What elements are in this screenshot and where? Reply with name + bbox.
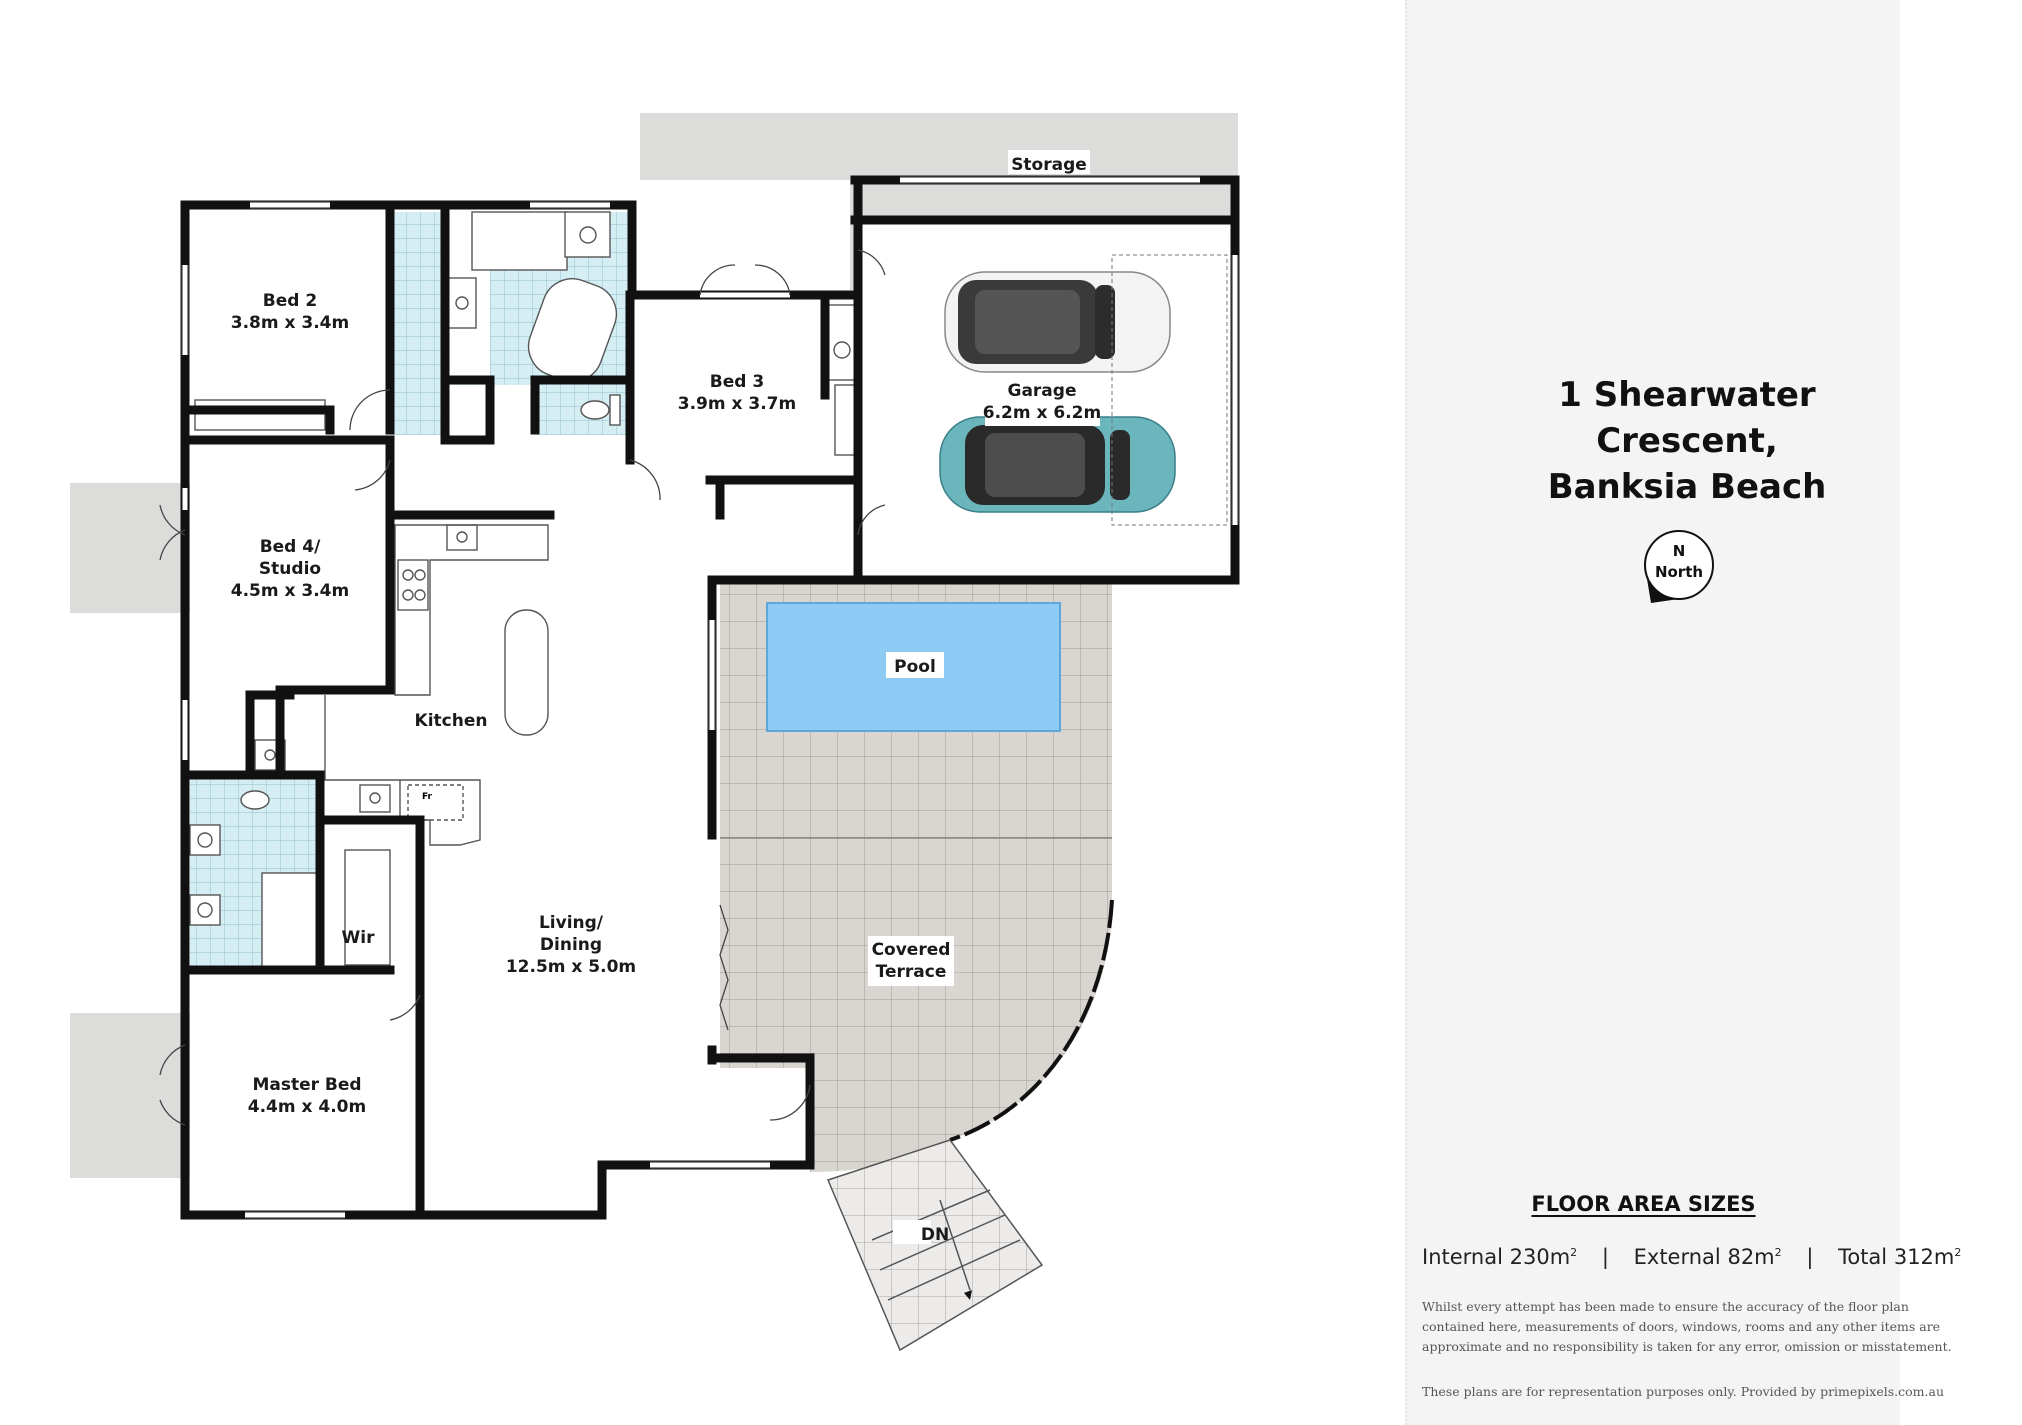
address-line2: Banksia Beach [1547, 467, 1827, 507]
total-label: Total [1838, 1245, 1888, 1269]
bed4-name-line2: Studio [258, 559, 322, 579]
disclaimer-line3: approximate and no responsibility is taken for any error, omission or misstatement. [1422, 1339, 1952, 1354]
disclaimer-line1: Whilst every attempt has been made to ensure the accuracy of the floor plan [1422, 1299, 1909, 1314]
master-bed-size: 4.4m x 4.0m [247, 1097, 367, 1117]
fridge-label: Fr [421, 792, 433, 802]
floor-area-summary: Internal $230m^2$ | External $82m^2$ | Total $312m^2$ [1422, 1245, 1962, 1269]
garage-name: Garage [1007, 381, 1077, 401]
master-bed-name: Master Bed [252, 1075, 362, 1095]
internal-value: 230m [1509, 1245, 1571, 1269]
stairs-down-label: DN [920, 1225, 950, 1245]
terrace-name-line1: Covered [871, 940, 951, 960]
info-panel [1405, 0, 1962, 1425]
pool-label: Pool [894, 657, 936, 677]
disclaimer-line4: These plans are for representation purposes only. Provided by primepixels.com.au [1422, 1384, 1944, 1399]
bed3-name: Bed 3 [709, 372, 765, 392]
living-name-line2: Dining [539, 935, 603, 955]
side-patio-upper [70, 483, 190, 613]
bed2-size: 3.8m x 3.4m [230, 313, 350, 333]
side-patio-lower [70, 1013, 190, 1178]
compass-label: North [1654, 563, 1704, 581]
kitchen-label: Kitchen [414, 711, 488, 731]
internal-label: Internal [1422, 1245, 1503, 1269]
bed2-name: Bed 2 [262, 291, 318, 311]
address-line1: 1 Shearwater Crescent, [1558, 375, 1816, 461]
terrace-name-line2: Terrace [875, 962, 947, 982]
north-compass-icon [1639, 525, 1719, 605]
property-address [1467, 372, 1907, 510]
bed4-size: 4.5m x 3.4m [230, 581, 350, 601]
wir-label: Wir [341, 928, 375, 948]
bed4-name-line1: Bed 4/ [259, 537, 321, 557]
compass-letter: N [1672, 542, 1686, 560]
living-size: 12.5m x 5.0m [505, 957, 637, 977]
garage-size: 6.2m x 6.2m [982, 403, 1102, 423]
car-white [945, 272, 1170, 372]
car-teal [940, 417, 1175, 512]
external-label: External [1633, 1245, 1721, 1269]
storage-label: Storage [1011, 155, 1087, 175]
disclaimer-line2: contained here, measurements of doors, windows, rooms and any other items are [1422, 1319, 1941, 1334]
total-value: 312m [1893, 1245, 1955, 1269]
external-value: 82m [1727, 1245, 1775, 1269]
floor-area-title: FLOOR AREA SIZES [1531, 1192, 1756, 1216]
living-name-line1: Living/ [538, 913, 604, 933]
bed3-size: 3.9m x 3.7m [677, 394, 797, 414]
